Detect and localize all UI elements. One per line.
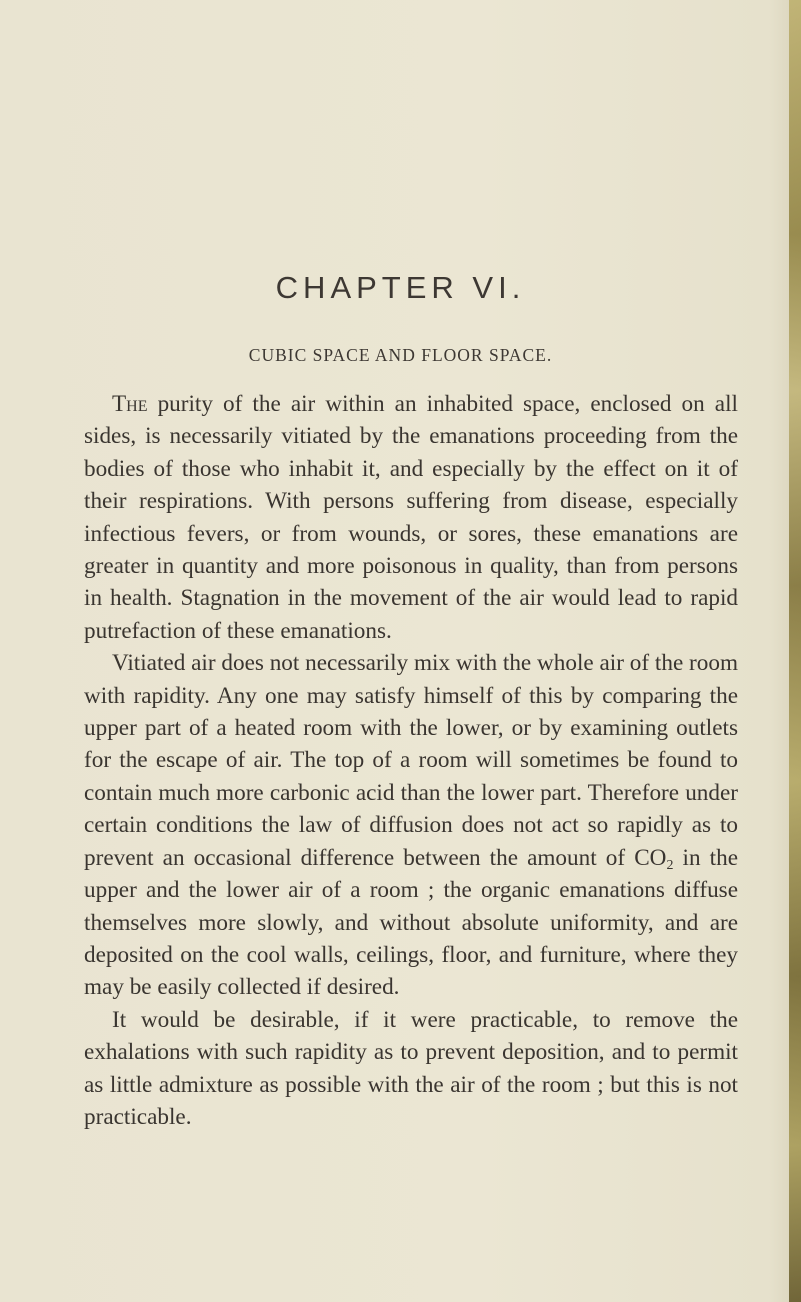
section-title: CUBIC SPACE AND FLOOR SPACE. [248,345,553,365]
paragraph-3 [84,1004,738,1134]
paragraph-text: purity of the air within an inhabited space, enclosed on all sides, is necessarily vitiated by the emanations proceeding from the bodies of those who inhabit it, and especially by the effect on it of their respirations. With persons suffering from disease, especially infectious fevers, or from wounds, or sores, these emanations are greater in quantity and more poisonous in quality, than from persons in health. Stagnation in the movement of the air would lead to rapid putrefaction of these emanations. [84,391,738,644]
paragraph-text: It would be desirable, if it were practicable, to remove the exhalations with such rapidity as to prevent deposition, and to permit as little admixture as possible with the air of the room ; but this is not practicable. [84,1006,738,1130]
paragraph-lead: The [112,391,148,417]
paragraph-2 [84,647,738,1003]
page-edge [789,0,801,1302]
body-text [84,388,738,1133]
formula-subscript: 2 [666,857,674,873]
chapter-heading: CHAPTER VI. [275,270,526,305]
paragraph-1 [84,388,738,647]
chemical-formula: CO [634,844,667,871]
paragraph-text: in the upper and the lower air of a room ; the organic emanations diffuse themselves more slowly, and without absolute uniformity, and are deposited on the cool walls, ceilings, floor, and furniture, where they may be easily collected if desired. [84,844,738,1001]
paragraph-text: Vitiated air does not necessarily mix with the whole air of the room with rapidity. Any one may satisfy himself of this by comparing the upper part of a heated room with the lower, or by examining outlets for the escape of air. The top of a room will sometimes be found to contain much more carbonic acid than the lower part. Therefore under certain conditions the law of diffusion does not act so rapidly as to prevent an occasional difference between the amount of [84,650,738,871]
